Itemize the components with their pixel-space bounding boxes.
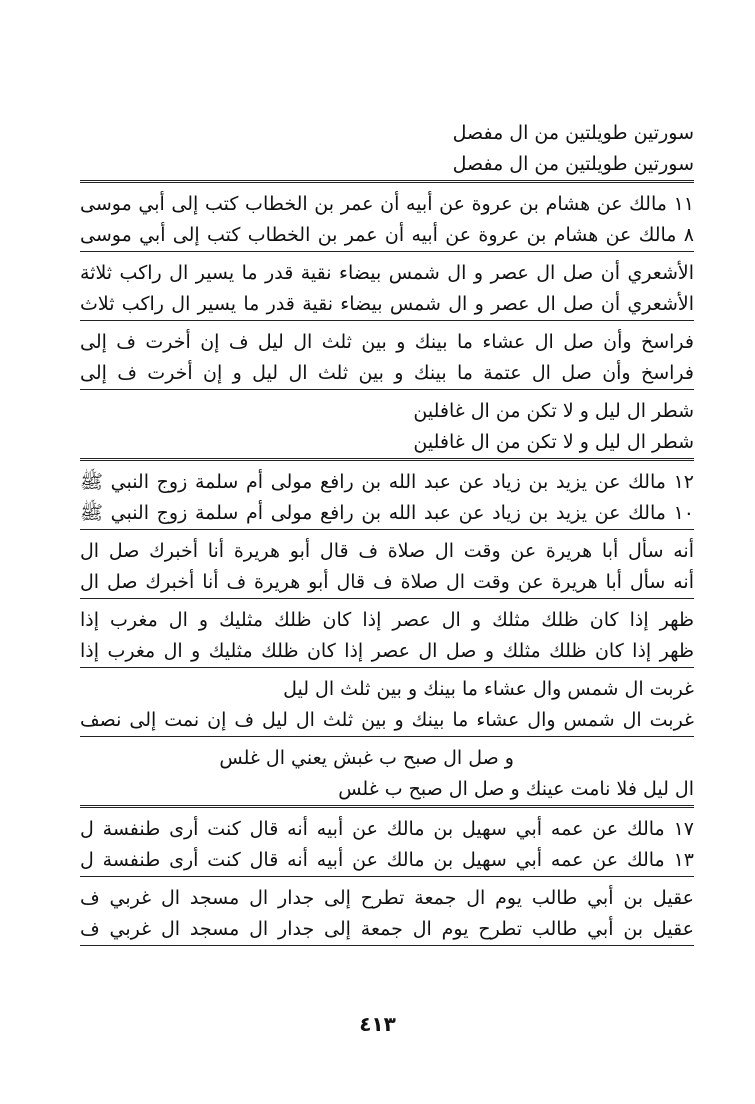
verse-pair-4 (80, 396, 694, 461)
line-a: الأشعري أن صل ال عصر و ال شمس بيضاء نقية قدر ما يسير ال راكب ثلاثة (80, 262, 694, 284)
verse-pair-5 (80, 467, 694, 530)
page-number: ٤١٣ (359, 1012, 396, 1036)
verse-pair-11 (80, 883, 694, 946)
line-a: غربت ال شمس وال عشاء ما بينك و بين ثلث ال ليل (283, 678, 694, 700)
verse-pair-7 (80, 605, 694, 668)
verse-pair-1 (80, 189, 694, 252)
line-b: ٨ مالك عن هشام بن عروة عن أبيه أن عمر بن الخطاب كتب إلى أبي موسى (80, 224, 694, 246)
line-a: ١٢ مالك عن يزيد بن زياد عن عبد الله بن رافع مولى أم سلمة زوج النبي ﷺ (80, 471, 694, 493)
text-page (80, 118, 694, 946)
line-a: أنه سأل أبا هريرة عن وقت ال صلاة ف قال أبو هريرة أنا أخبرك صل ال (80, 540, 694, 562)
line-b: عقيل بن أبي طالب تطرح يوم ال جمعة إلى جدار ال مسجد ال غربي ف (80, 918, 694, 940)
line-b: الأشعري أن صل ال عصر و ال شمس بيضاء نقية قدر ما يسير ال راكب ثلاث (80, 293, 694, 315)
header-pair (80, 118, 694, 183)
line-a: ظهر إذا كان ظلك مثلك و ال عصر إذا كان ظلك مثليك و ال مغرب إذا (80, 609, 694, 631)
line-b: فراسخ وأن صل ال عتمة ما بينك و بين ثلث ال ليل و إن أخرت ف إلى (80, 362, 694, 384)
line-b: ظهر إذا كان ظلك مثلك و صل ال عصر إذا كان ظلك مثليك و ال مغرب إذا (80, 640, 694, 662)
line-a: عقيل بن أبي طالب يوم ال جمعة تطرح إلى جدار ال مسجد ال غربي ف (80, 887, 694, 909)
line-b: غربت ال شمس وال عشاء ما بينك و بين ثلث ال ليل ف إن نمت إلى نصف (80, 709, 694, 731)
line-b: أنه سأل أبا هريرة عن وقت ال صلاة ف قال أبو هريرة ف أنا أخبرك صل ال (80, 571, 694, 593)
verse-pair-6 (80, 536, 694, 599)
verse-pair-2 (80, 258, 694, 321)
line-a: و صل ال صبح ب غبش يعني ال غلس (219, 747, 514, 769)
header-line-1: سورتين طويلتين من ال مفصل (452, 122, 694, 144)
header-line-2: سورتين طويلتين من ال مفصل (452, 153, 694, 175)
line-a: ١١ مالك عن هشام بن عروة عن أبيه أن عمر بن الخطاب كتب إلى أبي موسى (80, 193, 694, 215)
verse-pair-3 (80, 327, 694, 390)
line-b: ١٠ مالك عن يزيد بن زياد عن عبد الله بن رافع مولى أم سلمة زوج النبي ﷺ (80, 502, 694, 524)
line-a: فراسخ وأن صل ال عشاء ما بينك و بين ثلث ال ليل ف إن أخرت ف إلى (80, 331, 694, 353)
line-a: ١٧ مالك عن عمه أبي سهيل بن مالك عن أبيه أنه قال كنت أرى طنفسة ل (80, 818, 694, 840)
line-a: شطر ال ليل و لا تكن من ال غافلين (413, 400, 694, 422)
verse-pair-8 (80, 674, 694, 737)
verse-pair-9 (80, 743, 694, 808)
verse-pair-10 (80, 814, 694, 877)
line-b: ال ليل فلا نامت عينك و صل ال صبح ب غلس (338, 778, 694, 800)
line-b: ١٣ مالك عن عمه أبي سهيل بن مالك عن أبيه أنه قال كنت أرى طنفسة ل (80, 849, 694, 871)
line-b: شطر ال ليل و لا تكن من ال غافلين (413, 431, 694, 453)
